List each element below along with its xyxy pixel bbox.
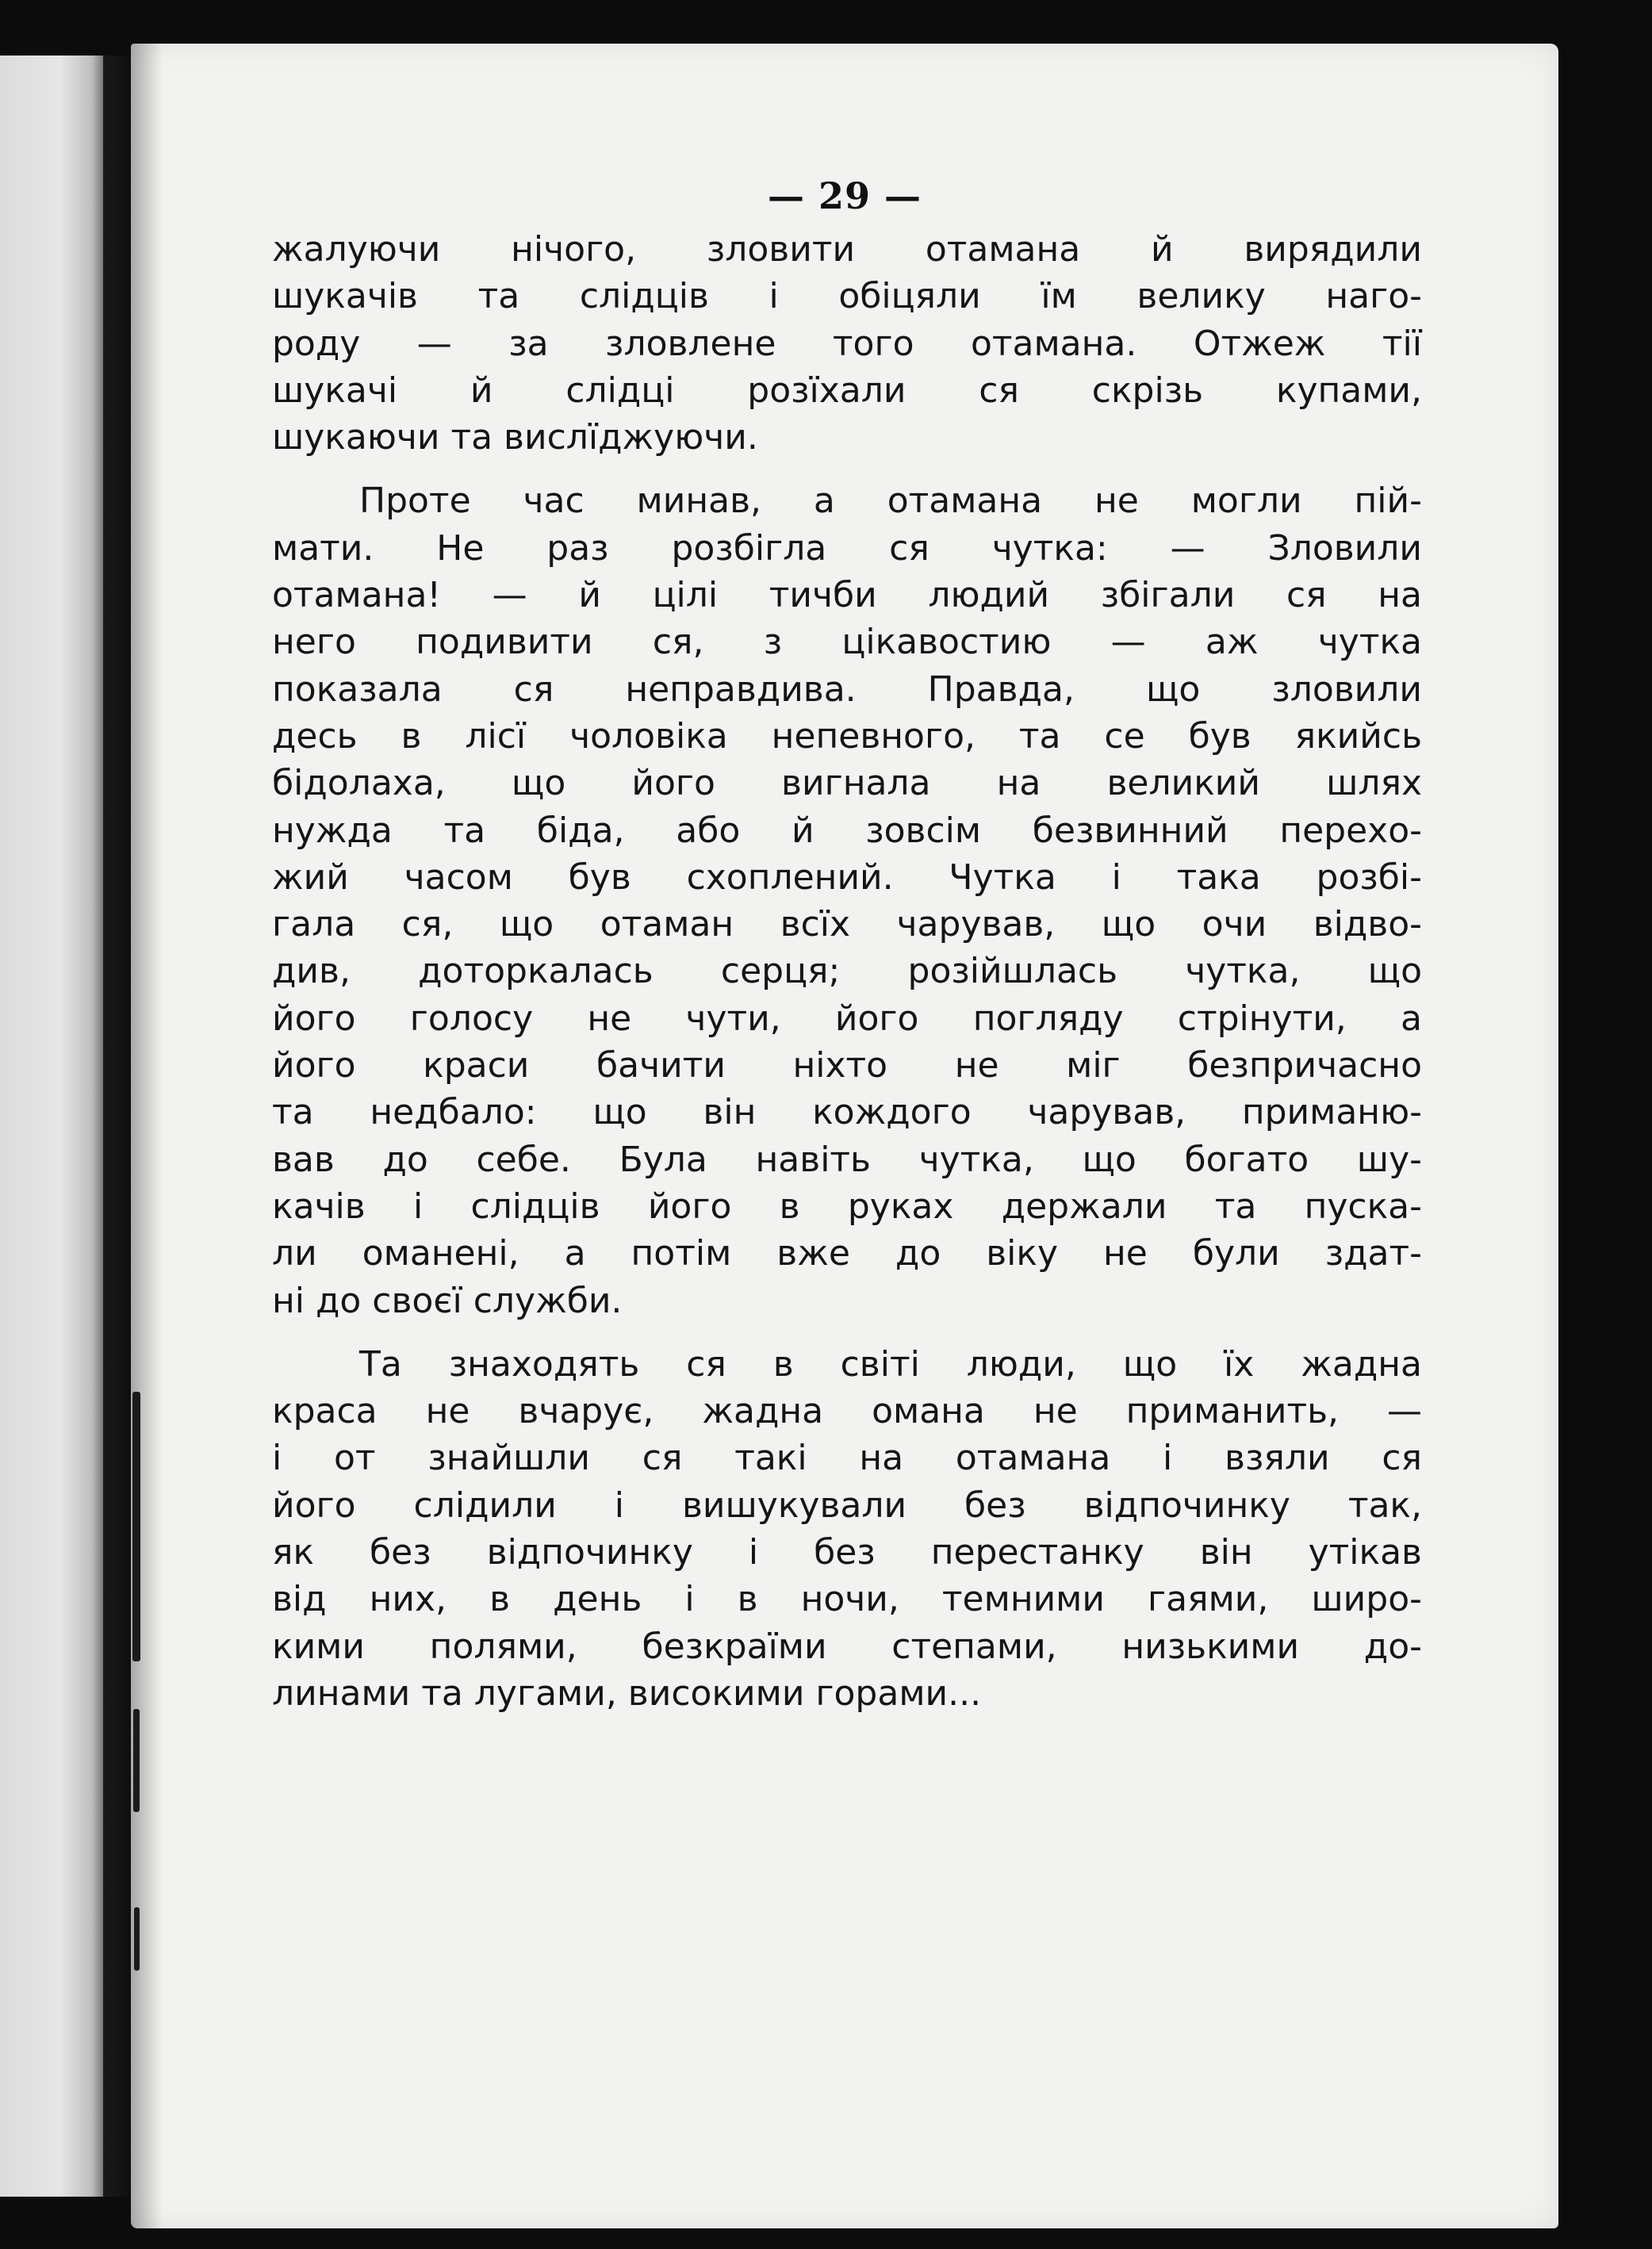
paragraph-3 <box>272 1341 1422 1717</box>
text-line: шукаючи та вислїджуючи. <box>272 417 758 458</box>
gutter-shadow <box>103 56 135 2197</box>
binding-mark <box>133 1709 140 1812</box>
text-line: него подивити ся, з цікавостию — аж чутка <box>272 622 1422 663</box>
text-line: нужда та біда, або й зовсім безвинний перехо- <box>272 810 1422 851</box>
left-page-edge <box>0 56 111 2197</box>
text-line: ли оманені, а потім вже до віку не були здат- <box>272 1233 1422 1274</box>
paragraph-2 <box>272 477 1422 1324</box>
text-line: жий часом був схоплений. Чутка і така розбі- <box>272 856 1422 898</box>
text-line: роду — за зловлене того отамана. Отжеж тії <box>272 323 1422 364</box>
text-line: і от знайшли ся такі на отамана і взяли ся <box>272 1438 1422 1479</box>
text-line: його голосу не чути, його погляду стрінути, а <box>272 998 1422 1039</box>
text-line: вав до себе. Була навіть чутка, що богато шу- <box>272 1139 1422 1180</box>
text-line: шукачі й слідці розїхали ся скрізь купами, <box>272 370 1422 411</box>
text-line: бідолаха, що його вигнала на великий шлях <box>272 763 1422 804</box>
text-line: як без відпочинку і без перестанку він утікав <box>272 1532 1422 1573</box>
text-line: кими полями, безкраїми степами, низькими до- <box>272 1626 1422 1667</box>
text-line: ні до своєї служби. <box>272 1280 623 1321</box>
text-line: краса не вчарує, жадна омана не приманить, — <box>272 1391 1422 1432</box>
text-line: десь в лісї чоловіка непевного, та се був якийсь <box>272 715 1422 757</box>
text-line: мати. Не раз розбігла ся чутка: — Зловили <box>272 527 1422 569</box>
text-line: шукачів та слідців і обіцяли їм велику наго- <box>272 276 1422 317</box>
body-text <box>272 226 1422 1717</box>
text-line: його краси бачити ніхто не міг безпричасно <box>272 1045 1422 1086</box>
binding-mark <box>134 1907 140 1971</box>
text-line: від них, в день і в ночи, темними гаями, широ- <box>272 1579 1422 1620</box>
text-line: та недбало: що він кождого чарував, приманю- <box>272 1092 1422 1133</box>
text-line: качів і слідців його в руках держали та пуска- <box>272 1186 1422 1227</box>
text-line: його слідили і вишукували без відпочинку так, <box>272 1485 1422 1526</box>
text-line: показала ся неправдива. Правда, що зловили <box>272 669 1422 710</box>
text-line: див, доторкалась серця; розійшлась чутка, що <box>272 951 1422 992</box>
page-number: — 29 — <box>767 174 922 217</box>
text-line: жалуючи нічого, зловити отамана й вирядили <box>272 229 1422 270</box>
text-line: отамана! — й цілі тичби людий збігали ся на <box>272 575 1422 616</box>
binding-mark <box>132 1392 140 1661</box>
text-line: Та знаходять ся в світі люди, що їх жадна <box>359 1343 1422 1385</box>
text-line: гала ся, що отаман всїх чарував, що очи відво- <box>272 904 1422 945</box>
book-page <box>131 44 1558 2228</box>
text-line: линами та лугами, високими горами... <box>272 1672 982 1714</box>
text-line: Проте час минав, а отамана не могли пій- <box>359 481 1422 522</box>
spine-shadow <box>131 44 163 2228</box>
paragraph-1 <box>272 226 1422 461</box>
